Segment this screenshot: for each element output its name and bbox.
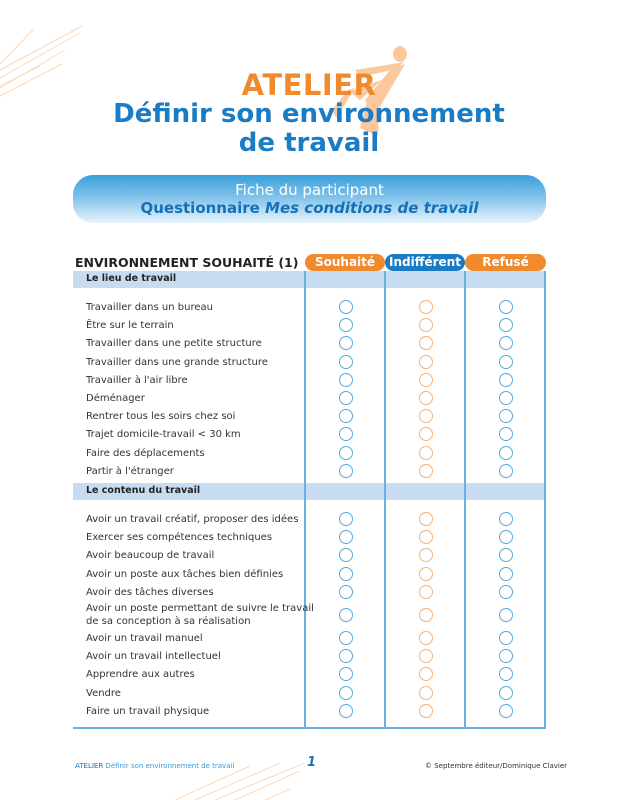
page-number: 1 [307,755,317,770]
radio-refuse[interactable] [499,464,513,478]
table-row [73,372,546,390]
row-label: Avoir un travail créatif, proposer des idées [86,514,299,525]
radio-indifferent[interactable] [419,409,433,423]
row-label: Travailler dans un bureau [86,302,213,313]
page-title-line2: de travail [238,128,380,158]
radio-refuse[interactable] [499,391,513,405]
radio-indifferent[interactable] [419,530,433,544]
table-row [73,630,546,648]
row-label: Faire des déplacements [86,447,205,459]
radio-indifferent[interactable] [419,704,433,718]
radio-indifferent[interactable] [419,548,433,562]
radio-refuse[interactable] [499,446,513,460]
radio-refuse[interactable] [499,512,513,526]
radio-souhaite[interactable] [339,667,353,681]
radio-indifferent[interactable] [419,355,433,369]
row-label: Avoir un poste permettant de suivre le travail de sa conception à sa réalisation [86,603,314,627]
radio-souhaite[interactable] [339,530,353,544]
table-row [73,335,546,353]
radio-indifferent[interactable] [419,686,433,700]
banner-line2-prefix: Questionnaire [140,199,266,217]
table-row [73,602,546,630]
table-row [73,390,546,408]
banner-line1: Fiche du participant [235,181,384,199]
radio-indifferent[interactable] [419,567,433,581]
row-label: Être sur le terrain [86,320,174,332]
category-title: Le contenu du travail [86,485,201,496]
banner-line2-italic: Mes conditions de travail [265,199,479,217]
table-row [73,685,546,703]
table-row [73,511,546,529]
radio-indifferent[interactable] [419,464,433,478]
row-label: Avoir un travail manuel [86,633,203,644]
radio-souhaite[interactable] [339,427,353,441]
table-row [73,529,546,547]
table-row [73,354,546,372]
table-row [73,566,546,584]
row-label: Travailler dans une petite structure [86,338,262,350]
category-band [73,271,546,288]
row-label: Déménager [86,393,145,404]
table-row [73,426,546,444]
radio-souhaite[interactable] [339,608,353,622]
row-label: Vendre [86,687,121,699]
column-header-souhaite: Souhaité [305,254,385,271]
radio-souhaite[interactable] [339,446,353,460]
radio-refuse[interactable] [499,704,513,718]
footer-subtitle: Définir son environnement de travail [103,762,235,770]
radio-souhaite[interactable] [339,355,353,369]
radio-refuse[interactable] [499,300,513,314]
radio-indifferent[interactable] [419,300,433,314]
section-title: ENVIRONNEMENT SOUHAITÉ (1) [75,255,299,270]
table-row [73,584,546,602]
radio-refuse[interactable] [499,649,513,663]
page-title-line1: Définir son environnement [113,99,505,129]
table-row [73,703,546,721]
table-row [73,317,546,335]
radio-souhaite[interactable] [339,409,353,423]
row-label: Avoir des tâches diverses [86,586,214,598]
radio-refuse[interactable] [499,373,513,387]
questionnaire-table [73,271,546,729]
column-header-indifferent: Indifférent [385,254,465,271]
radio-indifferent[interactable] [419,667,433,681]
radio-indifferent[interactable] [419,446,433,460]
radio-indifferent[interactable] [419,318,433,332]
radio-refuse[interactable] [499,355,513,369]
decorative-stripes-bottom [160,763,310,800]
radio-refuse[interactable] [499,318,513,332]
radio-refuse[interactable] [499,667,513,681]
table-row [73,299,546,317]
radio-souhaite[interactable] [339,373,353,387]
radio-indifferent[interactable] [419,336,433,350]
table-row [73,408,546,426]
row-label: Avoir un poste aux tâches bien définies [86,568,284,580]
radio-refuse[interactable] [499,336,513,350]
row-label: Trajet domicile-travail < 30 km [86,429,241,441]
row-label: Rentrer tous les soirs chez soi [86,411,236,423]
title-block [0,70,618,158]
table-row [73,463,546,481]
radio-souhaite[interactable] [339,686,353,700]
row-label: Travailler dans une grande structure [86,356,268,368]
radio-refuse[interactable] [499,608,513,622]
participant-banner [73,175,546,223]
radio-souhaite[interactable] [339,649,353,663]
radio-indifferent[interactable] [419,585,433,599]
radio-souhaite[interactable] [339,704,353,718]
banner-line2 [73,199,546,218]
radio-souhaite[interactable] [339,336,353,350]
row-label: Travailler à l'air libre [86,374,188,386]
radio-refuse[interactable] [499,567,513,581]
radio-refuse[interactable] [499,427,513,441]
radio-souhaite[interactable] [339,548,353,562]
table-row [73,547,546,565]
table-row [73,445,546,463]
atelier-kicker: ATELIER [241,68,377,102]
row-label: Exercer ses compétences techniques [86,532,273,544]
radio-indifferent[interactable] [419,373,433,387]
radio-refuse[interactable] [499,530,513,544]
footer-atelier: ATELIER [75,762,104,770]
radio-indifferent[interactable] [419,427,433,441]
radio-souhaite[interactable] [339,464,353,478]
row-label: Partir à l'étranger [86,465,174,477]
category-band [73,483,546,500]
radio-souhaite[interactable] [339,318,353,332]
row-label: Avoir beaucoup de travail [86,550,215,562]
radio-indifferent[interactable] [419,391,433,405]
row-label: Avoir un travail intellectuel [86,651,221,663]
radio-refuse[interactable] [499,548,513,562]
radio-souhaite[interactable] [339,585,353,599]
radio-refuse[interactable] [499,585,513,599]
radio-souhaite[interactable] [339,631,353,645]
footer-copyright: © Septembre éditeur/Dominique Clavier [425,762,568,770]
radio-souhaite[interactable] [339,567,353,581]
table-row [73,666,546,684]
category-title: Le lieu de travail [86,273,177,284]
radio-indifferent[interactable] [419,608,433,622]
radio-souhaite[interactable] [339,300,353,314]
row-label: Faire un travail physique [86,705,210,717]
column-header-refuse: Refusé [465,254,546,271]
row-label: Apprendre aux autres [86,669,195,681]
radio-refuse[interactable] [499,631,513,645]
table-row [73,648,546,666]
radio-refuse[interactable] [499,409,513,423]
radio-souhaite[interactable] [339,512,353,526]
radio-souhaite[interactable] [339,391,353,405]
radio-indifferent[interactable] [419,649,433,663]
radio-refuse[interactable] [499,686,513,700]
radio-indifferent[interactable] [419,631,433,645]
radio-indifferent[interactable] [419,512,433,526]
